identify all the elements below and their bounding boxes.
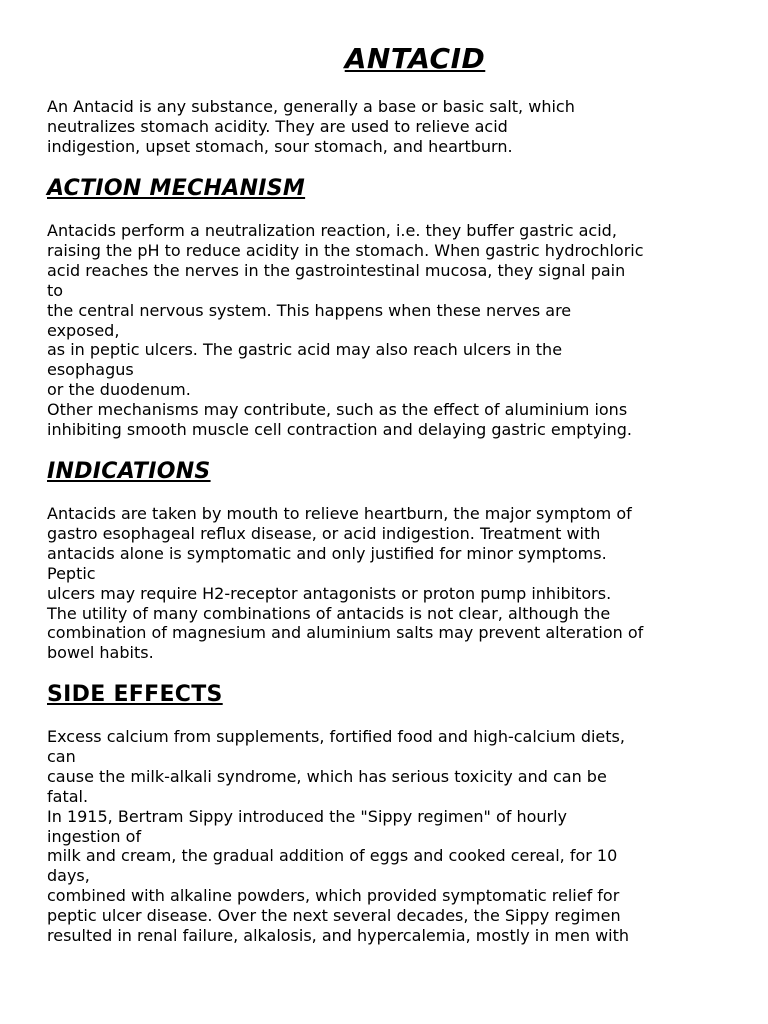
indications-paragraph bbox=[47, 504, 737, 663]
intro-line: An Antacid is any substance, generally a base or basic salt, which bbox=[47, 97, 575, 116]
paragraph-line: resulted in renal failure, alkalosis, and hypercalemia, mostly in men with bbox=[47, 926, 630, 946]
paragraph-line: or the duodenum. bbox=[47, 380, 191, 400]
paragraph-line: as in peptic ulcers. The gastric acid may also reach ulcers in the bbox=[47, 340, 563, 360]
paragraph-line: combination of magnesium and aluminium salts may prevent alteration of bbox=[47, 623, 644, 643]
paragraph-line: bowel habits. bbox=[47, 643, 154, 663]
paragraph-line: In 1915, Bertram Sippy introduced the "Sippy regimen" of hourly bbox=[47, 806, 568, 826]
paragraph-line: esophagus bbox=[47, 360, 134, 380]
document-title: ANTACID bbox=[344, 42, 486, 75]
paragraph-line: gastro esophageal reflux disease, or acid indigestion. Treatment with bbox=[47, 523, 601, 543]
paragraph-line: fatal. bbox=[47, 786, 89, 806]
paragraph-line: ingestion of bbox=[47, 826, 142, 846]
intro-paragraph bbox=[47, 97, 737, 157]
paragraph-line: exposed, bbox=[47, 320, 120, 340]
paragraph-line: the central nervous system. This happens when these nerves are bbox=[47, 300, 572, 320]
heading-side-effects: SIDE EFFECTS bbox=[47, 682, 223, 707]
paragraph-line: can bbox=[47, 746, 76, 766]
paragraph-line: days, bbox=[47, 866, 90, 886]
heading-indications: INDICATIONS bbox=[47, 459, 211, 484]
paragraph-line: raising the pH to reduce acidity in the stomach. When gastric hydrochloric bbox=[47, 240, 644, 260]
paragraph-line: acid reaches the nerves in the gastrointestinal mucosa, they signal pain bbox=[47, 260, 626, 280]
paragraph-line: Antacids perform a neutralization reaction, i.e. they buffer gastric acid, bbox=[47, 221, 617, 240]
paragraph-line: antacids alone is symptomatic and only justified for minor symptoms. bbox=[47, 543, 607, 563]
paragraph-line: The utility of many combinations of antacids is not clear, although the bbox=[47, 603, 611, 623]
paragraph-line: to bbox=[47, 280, 64, 300]
paragraph-line: cause the milk-alkali syndrome, which has serious toxicity and can be bbox=[47, 766, 607, 786]
intro-line: indigestion, upset stomach, sour stomach, and heartburn. bbox=[47, 136, 513, 156]
paragraph-line: Peptic bbox=[47, 563, 96, 583]
paragraph-line: ulcers may require H2-receptor antagonists or proton pump inhibitors. bbox=[47, 583, 612, 603]
paragraph-line: milk and cream, the gradual addition of eggs and cooked cereal, for 10 bbox=[47, 846, 618, 866]
intro-line: neutralizes stomach acidity. They are used to relieve acid bbox=[47, 116, 508, 136]
paragraph-line: Antacids are taken by mouth to relieve heartburn, the major symptom of bbox=[47, 504, 632, 523]
heading-action-mechanism: ACTION MECHANISM bbox=[47, 176, 306, 201]
side-effects-paragraph bbox=[47, 727, 737, 946]
paragraph-line: peptic ulcer disease. Over the next several decades, the Sippy regimen bbox=[47, 906, 621, 926]
paragraph-line: combined with alkaline powders, which provided symptomatic relief for bbox=[47, 886, 620, 906]
paragraph-line: Other mechanisms may contribute, such as the effect of aluminium ions bbox=[47, 400, 628, 420]
action-mechanism-paragraph bbox=[47, 221, 737, 440]
paragraph-line: inhibiting smooth muscle cell contraction and delaying gastric emptying. bbox=[47, 420, 633, 440]
paragraph-line: Excess calcium from supplements, fortified food and high-calcium diets, bbox=[47, 727, 625, 746]
